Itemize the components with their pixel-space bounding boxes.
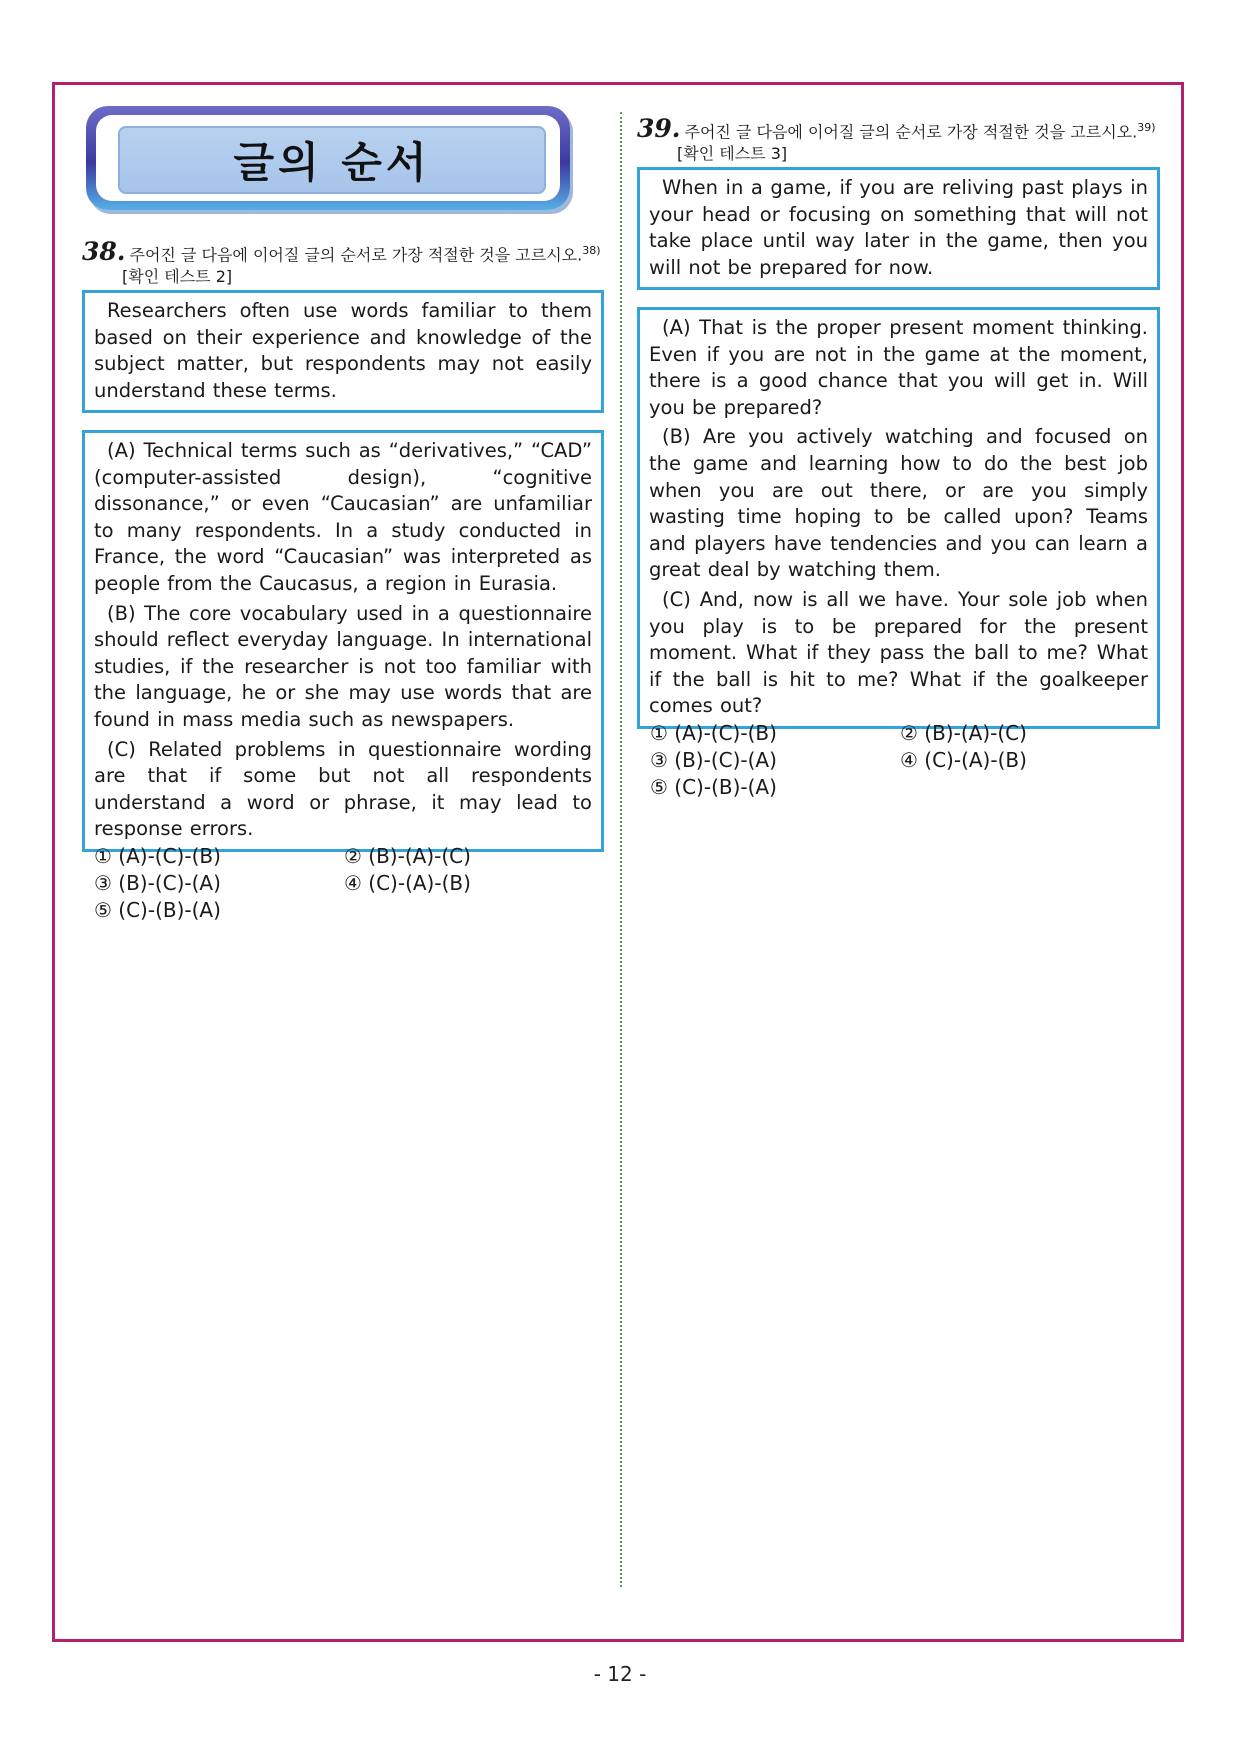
q39-given-text: When in a game, if you are reliving past plays in your head or focusing on something that will not take place until way later in the game, then you will not be prepared for now.: [649, 176, 1148, 279]
q38-subtitle: [확인 테스트 2]: [122, 267, 233, 287]
column-divider: [620, 112, 622, 1587]
q39-given-box: [637, 167, 1160, 290]
q38-choice-3[interactable]: ③ (B)-(C)-(A): [94, 871, 221, 895]
q38-number: 38.: [82, 237, 126, 267]
q39-paragraph-b: (B) Are you actively watching and focused on the game and learning how to do the best job when you are out there, or are you simply wasting time hoping to be called upon? Teams and players have tendencies and you can learn a great deal by watching them.: [649, 425, 1148, 582]
q38-footnote: 38): [582, 244, 601, 257]
q39-choice-3[interactable]: ③ (B)-(C)-(A): [650, 748, 777, 772]
q38-prompt: 주어진 글 다음에 이어질 글의 순서로 가장 적절한 것을 고르시오.: [129, 245, 583, 265]
q39-header: [637, 114, 1182, 165]
page-number: - 12 -: [593, 1662, 647, 1686]
q38-choice-5[interactable]: ⑤ (C)-(B)-(A): [94, 898, 221, 922]
q39-choice-2[interactable]: ② (B)-(A)-(C): [900, 721, 1027, 745]
q39-footnote: 39): [1137, 121, 1156, 134]
q38-header: [82, 237, 622, 288]
q38-paragraph-a: (A) Technical terms such as “derivatives,” “CAD” (computer-assisted design), “cognitive dissonance,” or even “Caucasian” are unfamiliar to many respondents. In a study conducted in France, the word “Caucasian” was interpreted as people from the Caucasus, a region in Eurasia.: [94, 439, 592, 595]
q39-paragraph-c: (C) And, now is all we have. Your sole job when you play is to be prepared for the present moment. What if they pass the ball to me? What if the ball is hit to me? What if the goalkeeper comes out?: [649, 587, 1148, 718]
q38-choice-1[interactable]: ① (A)-(C)-(B): [94, 844, 221, 868]
q38-given-box: [82, 290, 604, 413]
q38-paragraph-c: (C) Related problems in questionnaire wording are that if some but not all respondents understand a word or phrase, it may lead to response errors.: [94, 737, 592, 841]
q39-subtitle: [확인 테스트 3]: [677, 144, 788, 164]
section-title: 글의 순서: [118, 126, 546, 194]
q39-choice-1[interactable]: ① (A)-(C)-(B): [650, 721, 777, 745]
q39-paragraph-a: (A) That is the proper present moment thinking. Even if you are not in the game at the moment, there is a good chance that you will get in. Will you be prepared?: [649, 316, 1148, 419]
q39-choice-5[interactable]: ⑤ (C)-(B)-(A): [650, 775, 777, 799]
q38-paragraph-b: (B) The core vocabulary used in a questionnaire should reflect everyday language. In international studies, if the researcher is not too familiar with the language, he or she may use words that are found in mass media such as newspapers.: [94, 601, 592, 731]
q38-passage-box: [82, 430, 604, 852]
q38-choices: [94, 843, 594, 924]
q39-passage-box: [637, 307, 1160, 729]
q39-number: 39.: [637, 114, 681, 144]
q38-choice-4[interactable]: ④ (C)-(A)-(B): [344, 871, 471, 895]
q39-prompt: 주어진 글 다음에 이어질 글의 순서로 가장 적절한 것을 고르시오.: [684, 122, 1138, 142]
q39-choices: [650, 720, 1150, 801]
q38-given-text: Researchers often use words familiar to them based on their experience and knowledge of the subject matter, but respondents may not easily understand these terms.: [94, 299, 592, 402]
q39-choice-4[interactable]: ④ (C)-(A)-(B): [900, 748, 1027, 772]
q38-choice-2[interactable]: ② (B)-(A)-(C): [344, 844, 471, 868]
